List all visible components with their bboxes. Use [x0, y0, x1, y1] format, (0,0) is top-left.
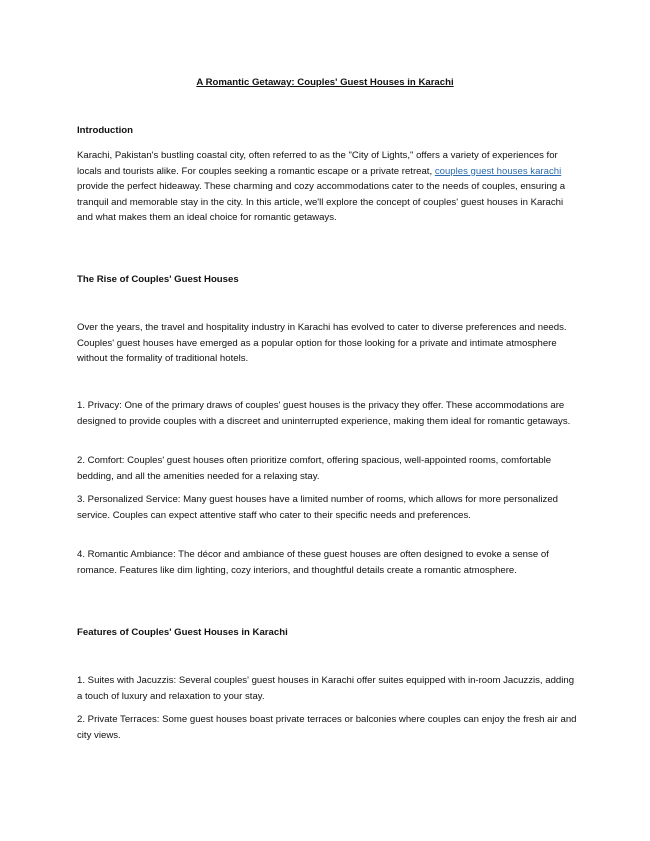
- couples-guest-houses-link[interactable]: couples guest houses karachi: [434, 165, 562, 177]
- section-heading-rise: The Rise of Couples' Guest Houses: [77, 274, 239, 285]
- intro-paragraph: [77, 148, 577, 226]
- list-item-personalized-service: 3. Personalized Service: Many guest houses have a limited number of rooms, which allows for more personalized service. Couples can expect attentive staff who cater to their specific needs and preferences.: [77, 494, 558, 521]
- list-item-private-terraces: 2. Private Terraces: Some guest houses boast private terraces or balconies where couples can enjoy the fresh air and city views.: [77, 714, 577, 741]
- document-title: A Romantic Getaway: Couples' Guest Houses in Karachi: [196, 77, 454, 88]
- intro-text-after-link: provide the perfect hideaway. These charming and cozy accommodations cater to the needs of couples, ensuring a tranquil and memorable stay in the city. In this article, we'll explore the concept of couples' guest houses in Karachi and what makes them an ideal choice for romantic getaways.: [77, 181, 566, 224]
- intro-text-before-link: Karachi, Pakistan's bustling coastal city, often referred to as the "City of Lights," offers a variety of experiences for locals and tourists alike. For couples seeking a romantic escape or a private retreat,: [77, 150, 558, 177]
- list-item-romantic-ambiance: 4. Romantic Ambiance: The décor and ambiance of these guest houses are often designed to evoke a sense of romance. Features like dim lighting, cozy interiors, and thoughtful details create a romantic atmosphere.: [77, 549, 549, 576]
- section-heading-features: Features of Couples' Guest Houses in Karachi: [77, 627, 288, 638]
- list-item-privacy: 1. Privacy: One of the primary draws of couples' guest houses is the privacy they offer. These accommodations are designed to provide couples with a discreet and uninterrupted experience, making them ideal for romantic getaways.: [77, 400, 571, 427]
- list-item-comfort: 2. Comfort: Couples' guest houses often prioritize comfort, offering spacious, well-appointed rooms, comfortable bedding, and all the amenities needed for a relaxing stay.: [77, 455, 552, 482]
- list-item-suites-jacuzzis: 1. Suites with Jacuzzis: Several couples' guest houses in Karachi offer suites equipped with in-room Jacuzzis, adding a touch of luxury and relaxation to your stay.: [77, 675, 575, 702]
- section-heading-introduction: Introduction: [77, 125, 133, 136]
- rise-paragraph: Over the years, the travel and hospitality industry in Karachi has evolved to cater to diverse preferences and needs. Couples' guest houses have emerged as a popular option for those looking for a private and intimate atmosphere without the formality of traditional hotels.: [77, 322, 567, 365]
